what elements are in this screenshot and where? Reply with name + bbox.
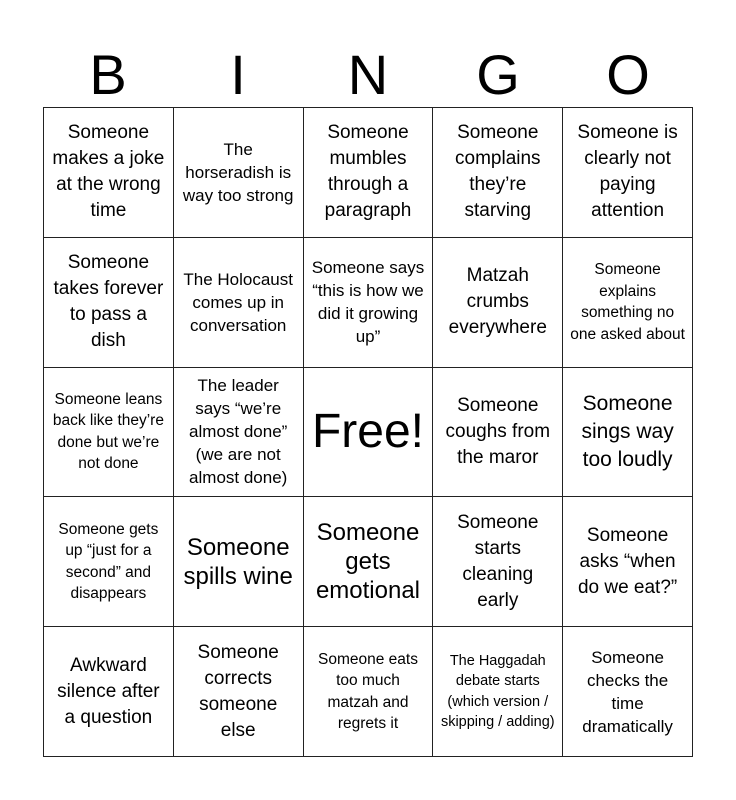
bingo-cell-r2-c0[interactable] — [44, 368, 174, 498]
bingo-cell-r0-c2[interactable] — [304, 108, 434, 238]
cell-text: Someone coughs from the maror — [445, 394, 551, 468]
bingo-header — [43, 44, 693, 106]
cell-text: Someone gets emotional — [315, 519, 421, 605]
bingo-cell-free[interactable] — [304, 368, 434, 498]
cell-text: Someone checks the time dramatically — [582, 647, 673, 736]
cell-text: Someone asks “when do we eat?” — [577, 524, 678, 598]
bingo-cell-r3-c4[interactable] — [563, 497, 693, 627]
bingo-cell-r3-c3[interactable] — [433, 497, 563, 627]
bingo-cell-r0-c4[interactable] — [563, 108, 693, 238]
cell-text: Someone mumbles through a paragraph — [324, 122, 412, 222]
cell-text: Someone explains something no one asked about — [570, 261, 685, 343]
cell-text: Someone sings way too loudly — [581, 391, 674, 471]
cell-text: The leader says “we’re almost done” (we are not almost done) — [189, 376, 288, 488]
bingo-cell-r2-c3[interactable] — [433, 368, 563, 498]
header-letter-n: N — [347, 43, 389, 106]
header-letter-g: G — [476, 43, 520, 106]
cell-text: The Haggadah debate starts (which version / skipping / adding) — [440, 652, 555, 731]
bingo-cell-r1-c2[interactable] — [304, 238, 434, 368]
cell-text: Someone complains they’re starving — [455, 122, 541, 222]
cell-text: Someone is clearly not paying attention — [577, 122, 678, 222]
bingo-cell-r1-c1[interactable] — [174, 238, 304, 368]
bingo-cell-r4-c1[interactable] — [174, 627, 304, 757]
bingo-cell-r3-c1[interactable] — [174, 497, 304, 627]
bingo-cell-r4-c3[interactable] — [433, 627, 563, 757]
cell-text: Someone gets up “just for a second” and disappears — [58, 520, 159, 603]
bingo-cell-r3-c2[interactable] — [304, 497, 434, 627]
cell-text: The Holocaust comes up in conversation — [183, 269, 293, 335]
header-letter-o: O — [606, 43, 650, 106]
cell-text: Someone eats too much matzah and regrets it — [318, 650, 418, 733]
cell-text: Someone spills wine — [183, 533, 293, 590]
cell-text: Matzah crumbs everywhere — [448, 265, 547, 339]
bingo-cell-r1-c4[interactable] — [563, 238, 693, 368]
bingo-cell-r3-c0[interactable] — [44, 497, 174, 627]
cell-text: Awkward silence after a question — [57, 654, 160, 728]
cell-text: Someone says “this is how we did it growing up” — [311, 258, 425, 347]
bingo-cell-r1-c0[interactable] — [44, 238, 174, 368]
bingo-cell-r0-c3[interactable] — [433, 108, 563, 238]
cell-text: Someone leans back like they’re done but we’re not done — [52, 390, 164, 473]
bingo-cell-r2-c4[interactable] — [563, 368, 693, 498]
bingo-cell-r4-c0[interactable] — [44, 627, 174, 757]
bingo-cell-r4-c2[interactable] — [304, 627, 434, 757]
header-letter-b: B — [89, 43, 127, 106]
bingo-cell-r4-c4[interactable] — [563, 627, 693, 757]
cell-text: Someone starts cleaning early — [457, 511, 539, 611]
cell-text: Someone corrects someone else — [197, 641, 279, 741]
free-space-text: Free! — [311, 404, 424, 458]
bingo-cell-r0-c0[interactable] — [44, 108, 174, 238]
cell-text: Someone makes a joke at the wrong time — [52, 122, 165, 222]
bingo-cell-r2-c1[interactable] — [174, 368, 304, 498]
cell-text: The horseradish is way too strong — [182, 139, 294, 205]
bingo-cell-r0-c1[interactable] — [174, 108, 304, 238]
cell-text: Someone takes forever to pass a dish — [53, 252, 164, 352]
bingo-card — [43, 107, 693, 757]
bingo-cell-r1-c3[interactable] — [433, 238, 563, 368]
header-letter-i: I — [230, 43, 246, 106]
